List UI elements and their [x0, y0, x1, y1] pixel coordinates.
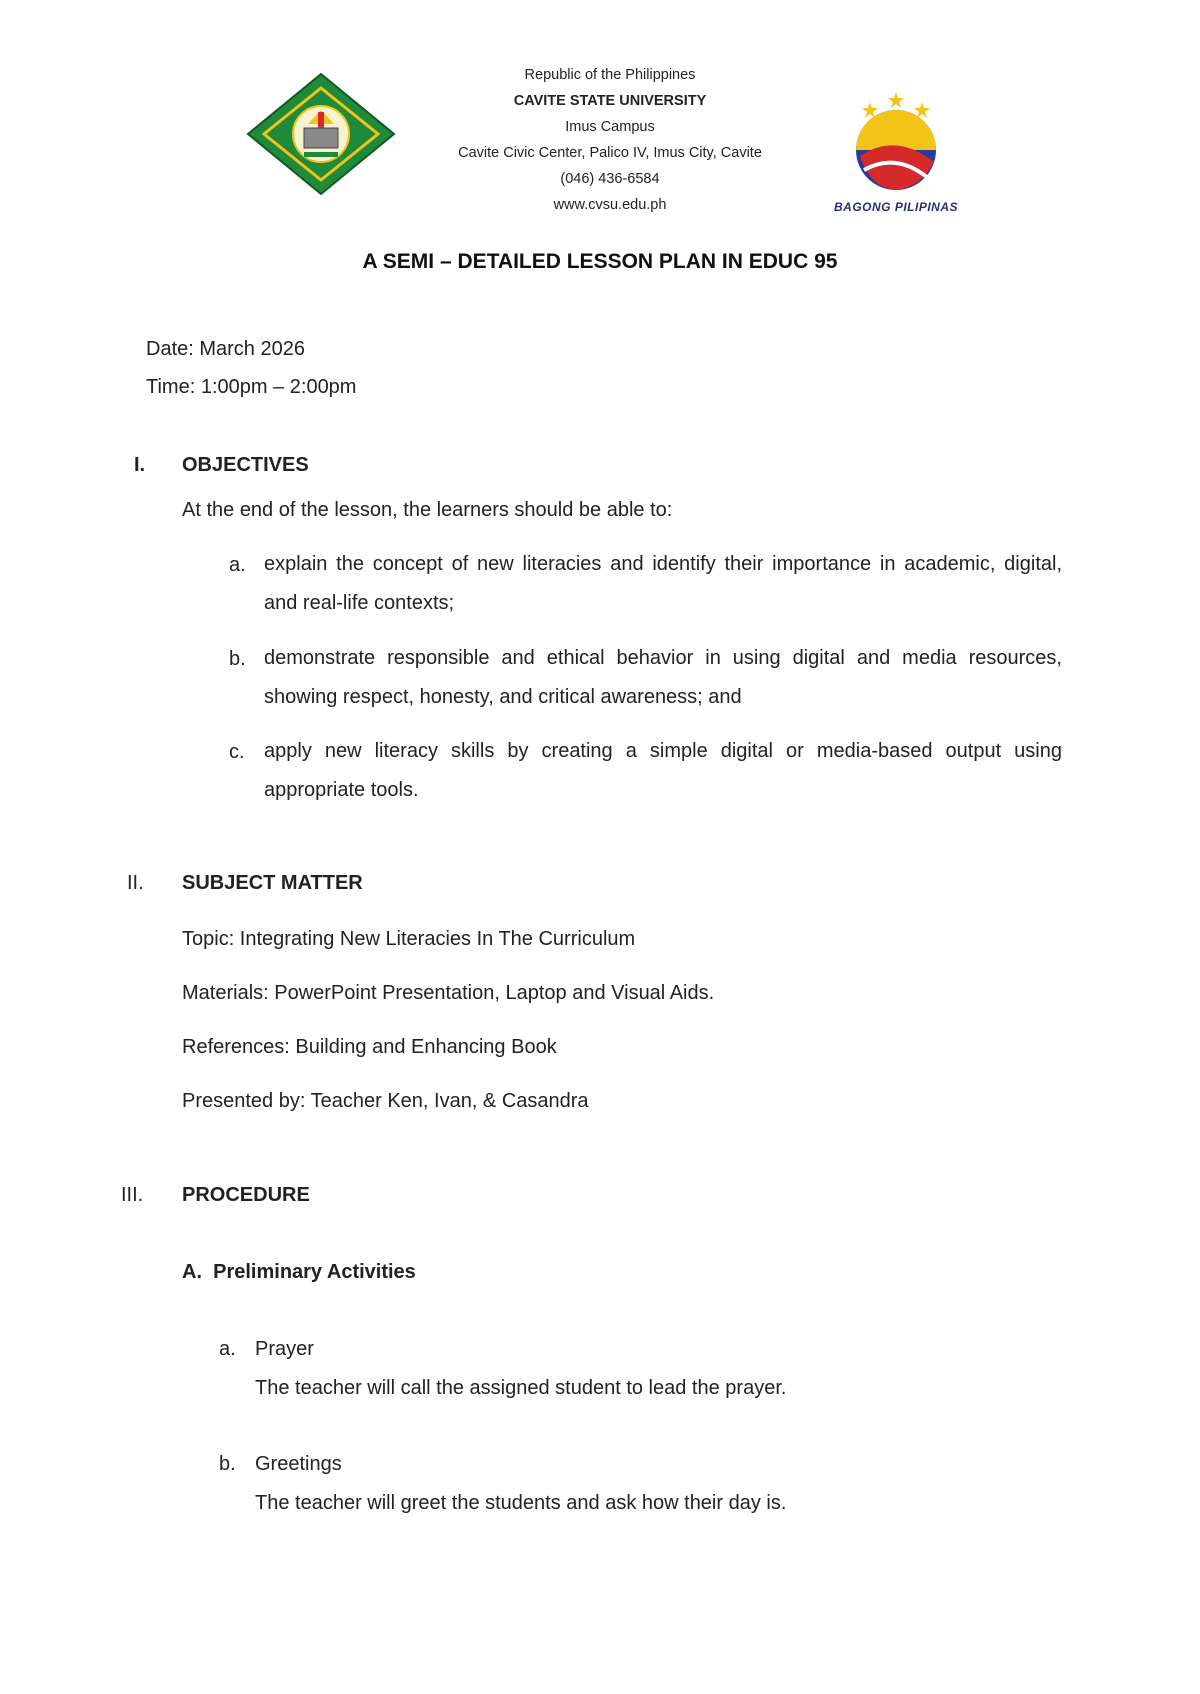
references-line: References: Building and Enhancing Book: [182, 1036, 557, 1058]
bagong-pilipinas-logo: [820, 92, 972, 218]
subject-matter-numeral: II.: [127, 872, 144, 894]
website-line: www.cvsu.edu.ph: [553, 197, 667, 213]
cvsu-seal-logo: [246, 72, 396, 196]
time-line: Time: 1:00pm – 2:00pm: [146, 376, 357, 398]
objective-item: explain the concept of new literacies and identify their importance in academic, digital, and real-life contexts;: [264, 553, 1062, 614]
prayer-text: The teacher will call the assigned student to lead the prayer.: [255, 1377, 787, 1399]
prayer-title: Prayer: [255, 1338, 314, 1360]
procedure-letter: a.: [219, 1338, 236, 1360]
objectives-heading: OBJECTIVES: [182, 454, 309, 476]
republic-line: Republic of the Philippines: [524, 67, 696, 83]
procedure-numeral: III.: [121, 1184, 144, 1206]
objective-letter: b.: [229, 648, 246, 670]
objective-item: apply new literacy skills by creating a simple digital or media-based output using appropriate tools.: [264, 740, 1062, 801]
topic-line: Topic: Integrating New Literacies In The Curriculum: [182, 928, 636, 950]
greetings-title: Greetings: [255, 1453, 342, 1475]
document-title: A SEMI – DETAILED LESSON PLAN IN EDUC 95: [362, 250, 838, 273]
campus-line: Imus Campus: [565, 119, 655, 135]
bagong-pilipinas-text: BAGONG PILIPINAS: [833, 200, 958, 214]
objective-letter: c.: [229, 741, 245, 763]
greetings-text: The teacher will greet the students and ask how their day is.: [255, 1492, 787, 1514]
objectives-numeral: I.: [134, 454, 146, 476]
university-name: CAVITE STATE UNIVERSITY: [513, 93, 707, 109]
materials-line: Materials: PowerPoint Presentation, Laptop and Visual Aids.: [182, 982, 715, 1004]
subject-matter-heading: SUBJECT MATTER: [182, 872, 363, 894]
preliminary-activities-heading: A. Preliminary Activities: [182, 1261, 416, 1283]
bagong-pilipinas-emblem-icon: [820, 92, 972, 196]
address-line: Cavite Civic Center, Palico IV, Imus City, Cavite: [458, 145, 762, 161]
university-header: [430, 62, 790, 218]
procedure-heading: PROCEDURE: [182, 1184, 310, 1206]
objective-letter: a.: [229, 554, 246, 576]
procedure-letter: b.: [219, 1453, 236, 1475]
date-line: Date: March 2026: [146, 338, 305, 360]
presented-by-line: Presented by: Teacher Ken, Ivan, & Casandra: [182, 1090, 589, 1112]
objective-item: demonstrate responsible and ethical behavior in using digital and media resources, showing respect, honesty, and critical awareness; and: [264, 647, 1062, 708]
objectives-intro: At the end of the lesson, the learners should be able to:: [182, 499, 673, 521]
phone-line: (046) 436-6584: [560, 171, 660, 187]
